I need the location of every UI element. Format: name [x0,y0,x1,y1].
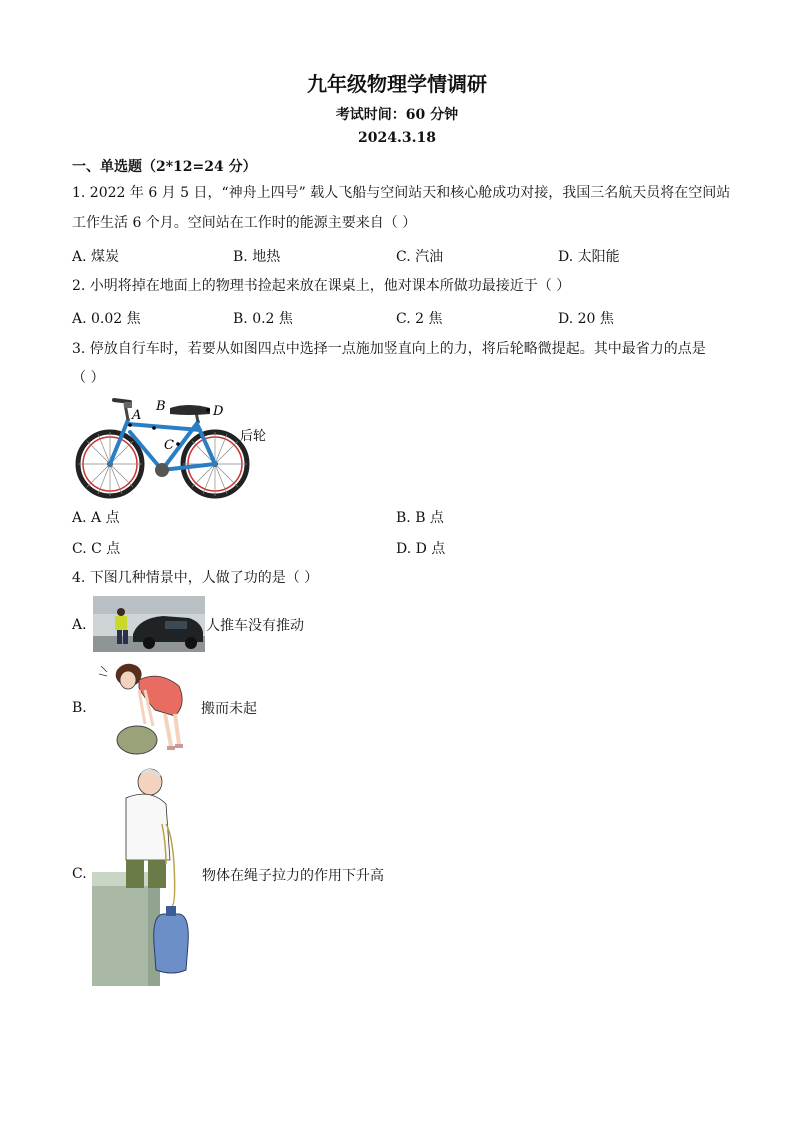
question-3-option-a[interactable]: A. A 点 [72,510,120,526]
question-2-option-b[interactable]: B. 0.2 焦 [233,311,293,327]
question-3-option-c[interactable]: C. C 点 [72,541,121,557]
question-2-option-d[interactable]: D. 20 焦 [558,311,614,327]
question-4-option-b-caption: 搬而未起 [201,701,257,717]
question-4-option-c-letter[interactable]: C. [72,866,87,882]
lifting-woman-drawing [95,660,201,758]
question-1-option-a[interactable]: A. 煤炭 [72,249,120,265]
exam-time: 考试时间：60 分钟 [335,107,459,123]
exam-date: 2024.3.18 [358,130,436,146]
question-1-option-c[interactable]: C. 汽油 [396,249,444,265]
point-d-label: D [213,404,224,419]
point-c-label: C [164,438,174,453]
point-a-label: A [132,408,142,423]
question-4-option-b-letter[interactable]: B. [72,700,87,716]
question-4-option-a-caption: 人推车没有推动 [206,618,304,634]
question-1-option-d[interactable]: D. 太阳能 [558,249,620,265]
question-2-option-a[interactable]: A. 0.02 焦 [72,311,141,327]
seat [170,405,210,422]
question-1-option-b[interactable]: B. 地热 [233,249,281,265]
point-b-label: B [156,399,166,414]
question-4-stem: 4. 下图几种情景中，人做了功的是（ ） [72,570,319,586]
question-3-option-b[interactable]: B. B 点 [396,510,444,526]
question-3-stem-line1: 3. 停放自行车时，若要从如图四点中选择一点施加竖直向上的力，将后轮略微提起。其中最省力的点是 [72,341,706,357]
rear-wheel-label: 后轮 [240,429,267,444]
handlebar [114,400,132,420]
question-3-option-d[interactable]: D. D 点 [396,541,446,557]
push-car-photo [93,596,205,652]
rope-lifting-drawing [92,764,202,986]
question-1-stem-line1: 1. 2022 年 6 月 5 日，“神舟上四号” 载人飞船与空间站天和核心舱成功对接，我国三名航天员将在空间站 [72,185,731,201]
page-title: 九年级物理学情调研 [307,72,487,96]
question-2-option-c[interactable]: C. 2 焦 [396,311,443,327]
question-2-stem: 2. 小明将掉在地面上的物理书捡起来放在课桌上，他对课本所做功最接近于（ ） [72,278,571,294]
question-3-stem-line2: （ ） [72,370,105,386]
section-heading: 一、单选题（2*12=24 分） [72,159,257,175]
crank [155,463,169,477]
question-4-option-a-letter[interactable]: A. [72,617,87,633]
question-4-option-c-caption: 物体在绳子拉力的作用下升高 [202,868,384,884]
bicycle-frame [110,420,215,470]
question-1-stem-line2: 工作生活 6 个月。空间站在工作时的能源主要来自（ ） [72,215,417,231]
bicycle-figure [70,392,280,502]
